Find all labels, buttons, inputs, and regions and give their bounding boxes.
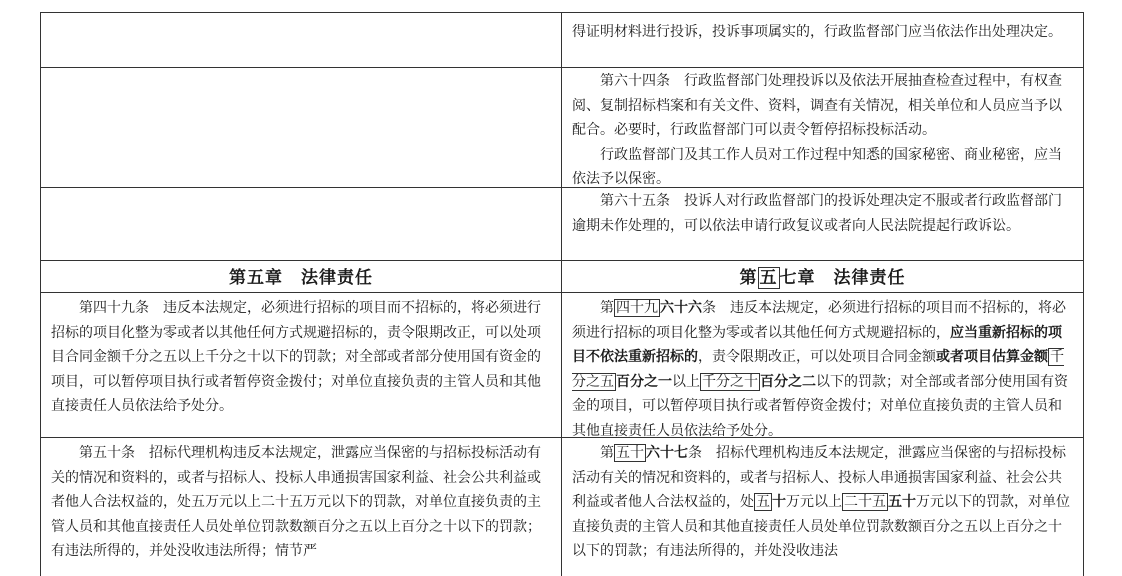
seg: 条 招标代理机构违反本法规定，泄露应当保密的与招标投标活动有关的情况和资料的，或者与招标人、投标人串通损害国家利益、社会公共利益或者他人合法权益的，处 bbox=[572, 445, 1066, 510]
inserted-text: 应当重新招标的项目不依法重新招标的 bbox=[572, 324, 1062, 365]
article-64-text: 第六十四条 行政监督部门处理投诉以及依法开展抽查检查过程中，有权查阅、复制招标档案和有关文件、资料，调查有关情况，相关单位和人员应当予以配合。必要时，行政监督部门可以责令暂停招标投标活动。 bbox=[572, 73, 1062, 138]
chapter-heading-right bbox=[562, 262, 1083, 294]
article-65-text: 第六十五条 投诉人对行政监督部门的投诉处理决定不服或者行政监督部门逾期未作处理的，可以依法申请行政复议或者向人民法院提起行政诉讼。 bbox=[572, 193, 1062, 234]
seg: 条 违反本法规定，必须进行招标的项目而不招标的，将必须进行招标的项目化整为零或者以其他任何方式规避招标的， bbox=[572, 300, 1066, 341]
seg: 以上 bbox=[672, 373, 700, 390]
seg: 万元以下的罚款，对单位直接负责的主管人员和其他直接责任人员处单位罚款数额百分之五以上百分之十以下的罚款；有违法所得的，并处没收违法 bbox=[572, 494, 1070, 559]
chapter-heading-left bbox=[41, 262, 561, 294]
inserted-text: 或者项目估算金额 bbox=[936, 349, 1048, 365]
deleted-text: 四十九 bbox=[616, 300, 658, 316]
inserted-text: 六十七 bbox=[646, 445, 688, 461]
article-49-right bbox=[562, 296, 1083, 443]
table-border-right bbox=[1083, 12, 1084, 576]
article-49-old-text: 第四十九条 违反本法规定，必须进行招标的项目而不招标的，将必须进行招标的项目化整为零或者以其他任何方式规避招标的，责令限期改正，可以处项目合同金额千分之五以上千分之十以下的罚款；对全部或者部分使用国有资金的项目，可以暂停项目执行或者暂停资金拨付；对单位直接负责的主管人员和其他直接责任人员依法给予处分。 bbox=[51, 300, 541, 414]
deleted-text: 千分之十 bbox=[702, 373, 758, 390]
article-50-right bbox=[562, 441, 1083, 564]
article-64-para2: 行政监督部门及其工作人员对工作过程中知悉的国家秘密、商业秘密，应当依法予以保密。 bbox=[572, 146, 1062, 187]
inserted-text: 百分之一 bbox=[616, 373, 672, 390]
table-border-top bbox=[40, 12, 1084, 13]
row2-right-cell bbox=[562, 69, 1083, 192]
seg: ，责令限期改正，可以处项目合同金额 bbox=[698, 349, 936, 365]
row3-right-cell bbox=[562, 189, 1083, 238]
inserted-text: 十 bbox=[772, 494, 786, 510]
article-50-left bbox=[41, 441, 561, 564]
heading-left-text: 第五章 法律责任 bbox=[229, 268, 373, 288]
article-66-text bbox=[572, 296, 1073, 443]
seg: 以下的罚款；对全部或者部分使用国有资金的项目，可以暂停项目执行或者暂停资金拨付；对单位直接负责的主管人员和其他直接责任人员依法给予处分。 bbox=[572, 373, 1068, 439]
inserted-text: 百分之二 bbox=[760, 373, 816, 390]
row-divider bbox=[40, 260, 1084, 261]
article-50-old-text: 第五十条 招标代理机构违反本法规定，泄露应当保密的与招标投标活动有关的情况和资料的，或者与招标人、投标人串通损害国家利益、社会公共利益或者他人合法权益的，处五万元以上二十五万元以下的罚款，对单位直接负责的主管人员和其他直接责任人员处单位罚款数额百分之五以上百分之十以下的罚款；有违法所得的，并处没收违法所得；情节严 bbox=[51, 445, 541, 559]
heading-right-deleted: 五 bbox=[759, 268, 778, 288]
seg: 万元以上 bbox=[786, 494, 842, 510]
seg: 第 bbox=[600, 445, 614, 461]
deleted-text: 千分之五 bbox=[572, 349, 1064, 390]
article-text: 得证明材料进行投诉，投诉事项属实的，行政监督部门应当依法作出处理决定。 bbox=[572, 24, 1062, 40]
heading-right-pre: 第 bbox=[739, 268, 758, 288]
article-67-text bbox=[572, 441, 1073, 564]
seg: 第 bbox=[600, 300, 614, 316]
row-divider bbox=[40, 67, 1084, 68]
row1-right-cell bbox=[562, 20, 1083, 45]
deleted-text: 五 bbox=[756, 494, 770, 510]
heading-right-post: 七章 法律责任 bbox=[779, 268, 906, 288]
deleted-text: 五十 bbox=[616, 445, 644, 461]
deleted-text: 二十五 bbox=[844, 494, 886, 510]
inserted-text: 六十六 bbox=[660, 300, 702, 316]
inserted-text: 五十 bbox=[888, 494, 916, 510]
article-49-left bbox=[41, 296, 561, 419]
